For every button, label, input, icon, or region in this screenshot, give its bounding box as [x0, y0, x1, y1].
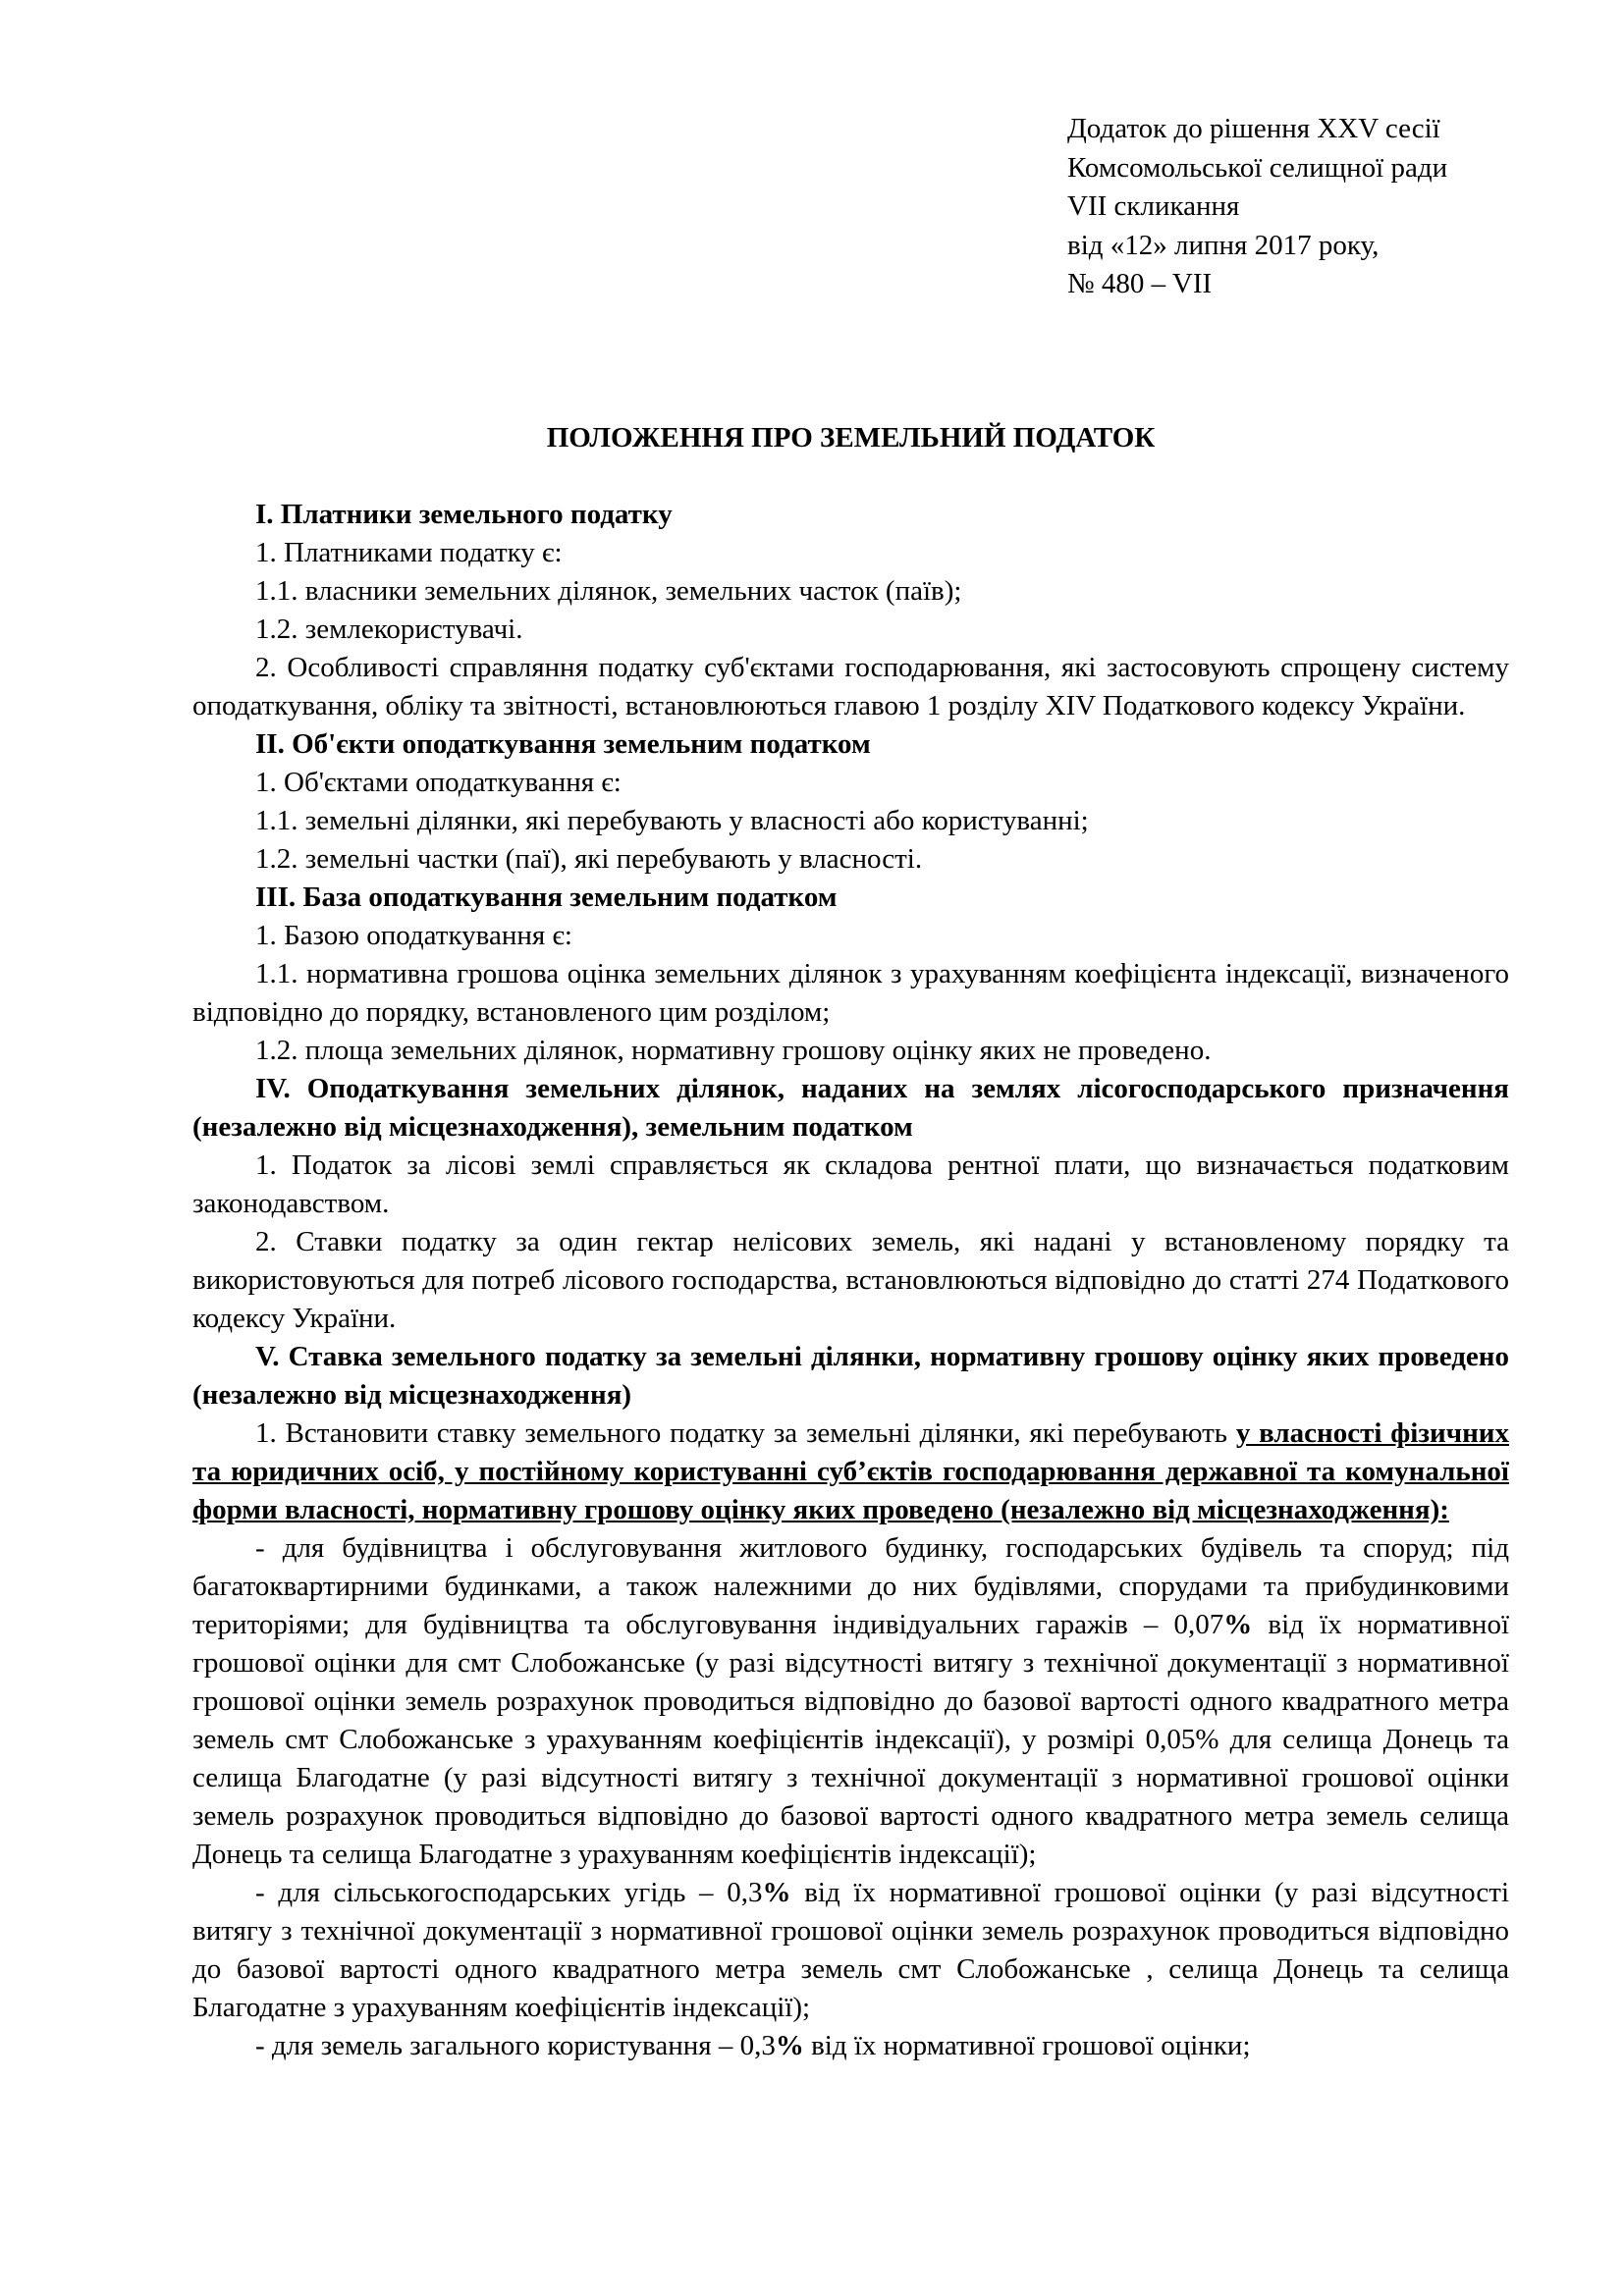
bullet-text: - для будівництва і обслуговування житлового будинку, господарських будівель та споруд; під багатоквартирними будинками, а також належними до них будівлями, спорудами та прибудинковими територіями; для будівництва та обслуговування індивідуальних гаражів – 0,07 [192, 1532, 1509, 1640]
bullet-item [192, 1874, 1509, 2027]
bullet-text: від їх нормативної грошової оцінки; [803, 2030, 1251, 2061]
section-heading: V. Ставка земельного податку за земельні ділянки, нормативну грошову оцінку яких проведено (незалежно від місцезнаходження) [192, 1341, 1509, 1411]
stamp-line: Додаток до рішення XXV сесії [1067, 113, 1440, 144]
bullet-text: від їх нормативної грошової оцінки (у разі відсутності витягу з технічної документації з нормативної грошової оцінки земель розрахунок проводиться відповідно до базової вартості одного квадратного метра земель смт Слобожанське , селища Донець та селища Благодатне з урахуванням коефіцієнтів індексації); [192, 1877, 1509, 2023]
percent-sign: % [762, 1877, 791, 1908]
bullet-text: від їх нормативної грошової оцінки для смт Слобожанське (у разі відсутності витягу з технічної документації з нормативної грошової оцінки земель розрахунок проводиться відповідно до базової вартості одного квадратного метра земель смт Слобожанське з урахуванням коефіцієнтів індексації), у розмірі 0,05% для селища Донець та селища Благодатне (у разі відсутності витягу з технічної документації з нормативної грошової оцінки земель розрахунок проводиться відповідно до базової вартості одного квадратного метра земель селища Донець та селища Благодатне з урахуванням коефіцієнтів індексації); [192, 1609, 1509, 1870]
percent-sign: % [1223, 1609, 1253, 1640]
paragraph-text: 1. Встановити ставку земельного податку за земельні ділянки, які перебувають [255, 1417, 1236, 1449]
bullet-text: - для сільськогосподарських угідь – 0,3 [255, 1877, 763, 1908]
percent-sign: % [775, 2030, 804, 2061]
bullet-item [192, 1529, 1509, 1874]
paragraph: 1.2. землекористувачі. [255, 614, 523, 645]
paragraph: 1.1. нормативна грошова оцінка земельних ділянок з урахуванням коефіцієнта індексації, визначеного відповідно до порядку, встановленого цим розділом; [192, 958, 1509, 1028]
underlined-text: у власності фізичних та юридичних осіб, у постійному користуванні суб’єктів господарювання державної та комунальної форми власності, нормативну грошову оцінку яких проведено (незалежно від місцезнаходження): [192, 1417, 1509, 1525]
stamp-line: № 480 – VII [1067, 268, 1213, 299]
stamp-line: Комсомольської селищної ради [1067, 151, 1448, 184]
stamp-line: VII скликання [1067, 190, 1240, 222]
paragraph [192, 1415, 1509, 1529]
decision-stamp [1067, 110, 1578, 304]
paragraph: 1. Базою оподаткування є: [255, 920, 572, 951]
bullet-text: - для земель загального користування – 0,3 [255, 2030, 776, 2061]
paragraph: 1.2. площа земельних ділянок, нормативну грошову оцінку яких не проведено. [255, 1035, 1212, 1066]
document-body [192, 496, 1509, 2065]
paragraph: 1.2. земельні частки (паї), які перебувають у власності. [255, 843, 923, 875]
paragraph: 1.1. земельні ділянки, які перебувають у власності або користуванні; [255, 805, 1089, 836]
paragraph: 1. Об'єктами оподаткування є: [255, 767, 622, 798]
bullet-item [192, 2027, 1509, 2065]
section-heading: І. Платники земельного податку [255, 499, 673, 530]
paragraph: 2. Ставки податку за один гектар нелісових земель, які надані у встановленому порядку та використовуються для потреб лісового господарства, встановлюються відповідно до статті 274 Податкового кодексу України. [192, 1226, 1509, 1334]
paragraph: 1.1. власники земельних ділянок, земельних часток (паїв); [255, 575, 962, 607]
section-heading: IV. Оподаткування земельних ділянок, наданих на землях лісогосподарського призначення (незалежно від місцезнаходження), земельним податком [192, 1073, 1509, 1143]
stamp-line: від «12» липня 2017 року, [1067, 229, 1380, 261]
section-heading: ІІ. Об'єкти оподаткування земельним податком [255, 728, 871, 760]
paragraph: 1. Податок за лісові землі справляється як складова рентної плати, що визначається податковим законодавством. [192, 1149, 1509, 1219]
paragraph: 2. Особливості справляння податку суб'єктами господарювання, які застосовують спрощену систему оподаткування, обліку та звітності, встановлюються главою 1 розділу XIV Податкового кодексу України. [192, 652, 1509, 721]
section-heading: ІІІ. База оподаткування земельним податком [255, 881, 838, 913]
paragraph: 1. Платниками податку є: [255, 537, 563, 568]
document-title: ПОЛОЖЕННЯ ПРО ЗЕМЕЛЬНИЙ ПОДАТОК [546, 422, 1156, 454]
